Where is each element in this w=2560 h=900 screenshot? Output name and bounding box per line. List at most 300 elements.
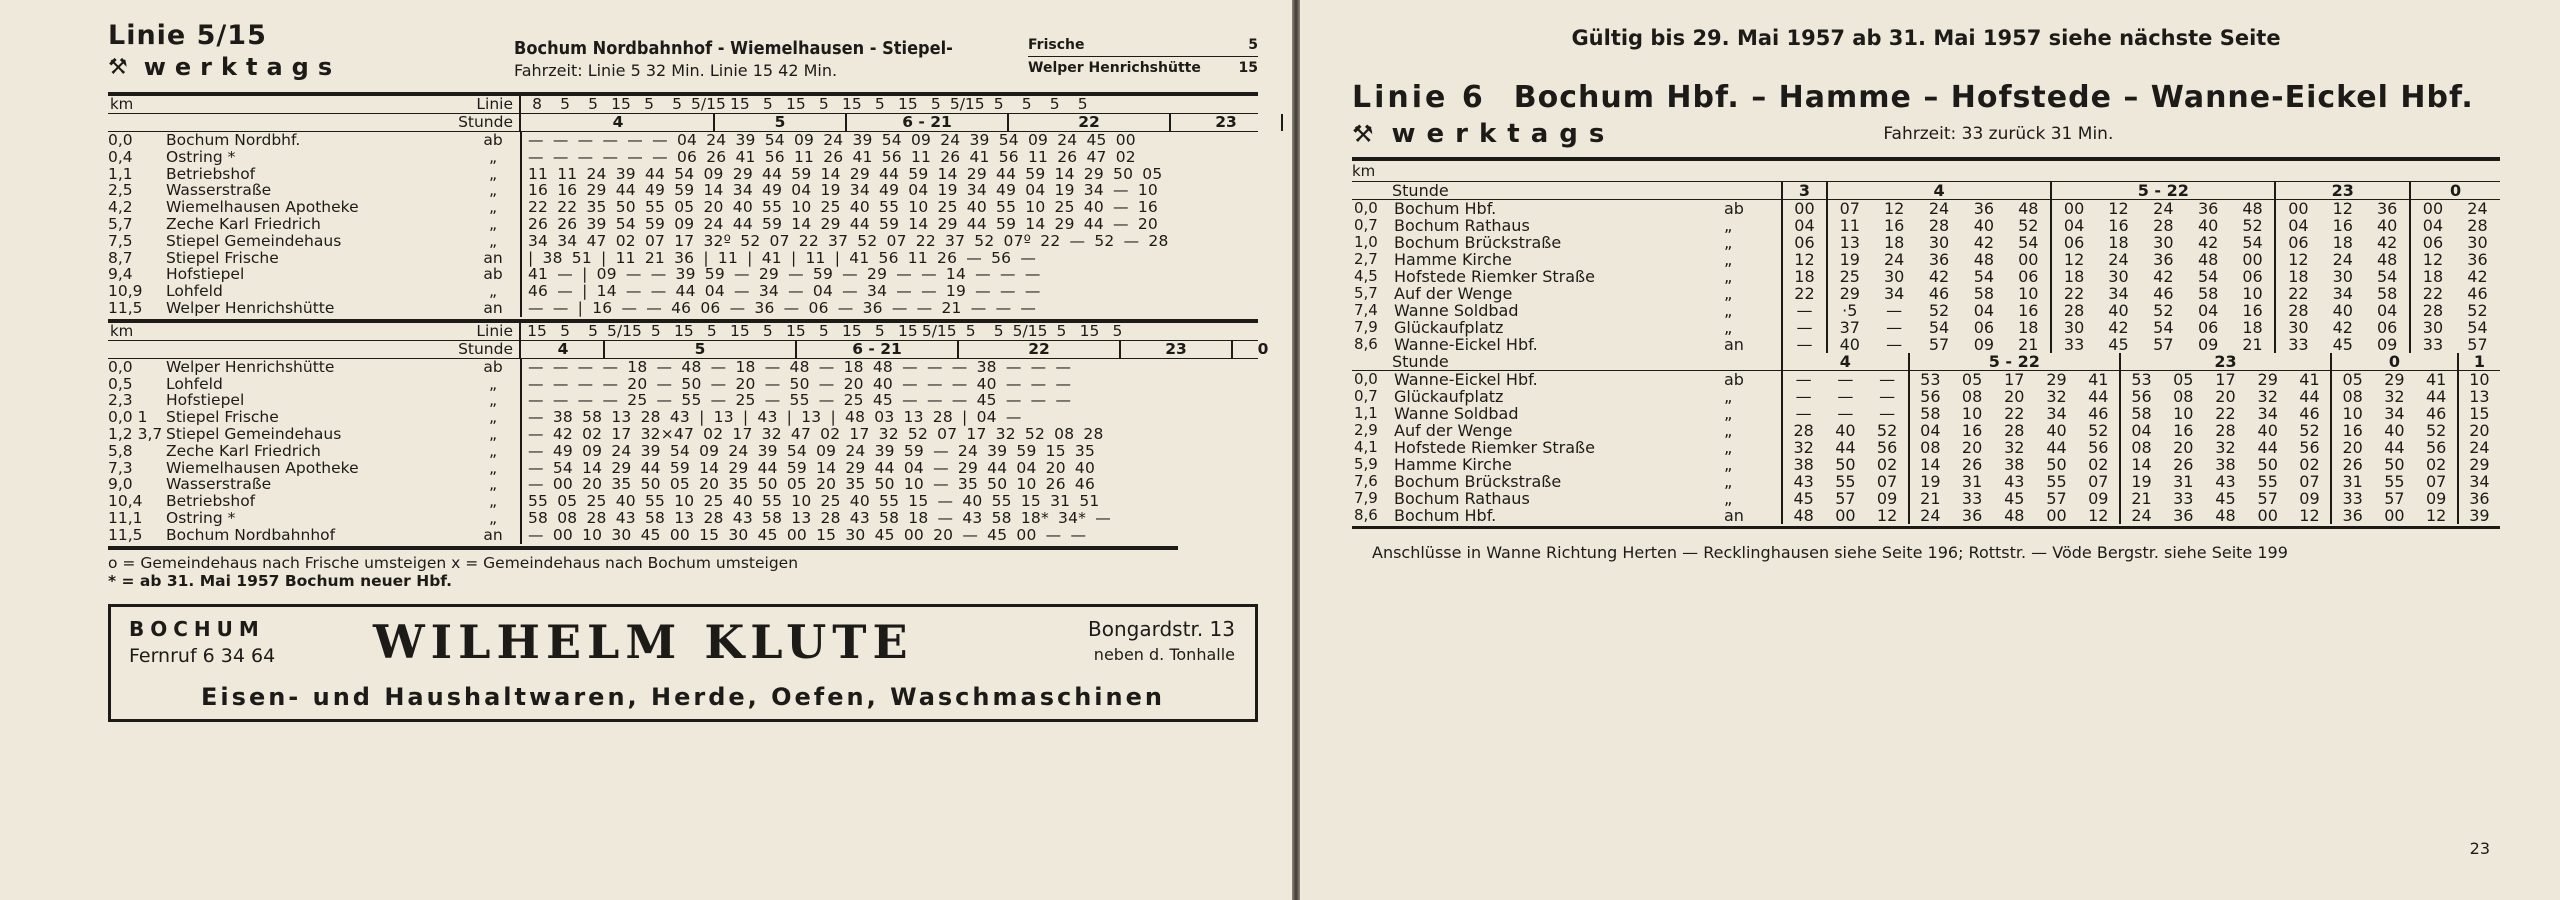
stop-unit: „: [1724, 472, 1733, 491]
departure-time: —: [1879, 404, 1896, 423]
departure-time: 45: [2332, 335, 2353, 354]
departure-time: 38: [1782, 456, 1824, 473]
hour-header: 22: [959, 341, 1121, 358]
departure-time: 48: [2376, 250, 2398, 269]
stop-row: [1352, 319, 2500, 336]
stop-row: [108, 460, 1258, 477]
linie-value: 15: [729, 321, 750, 340]
departure-time: 26: [2331, 456, 2373, 473]
timetable-outbound: [1352, 182, 2500, 353]
stop-name: Welper Henrichshütte: [166, 298, 335, 317]
linie-value: 5: [588, 95, 598, 113]
hour-header: 5: [605, 341, 797, 358]
departure-time: 18: [2275, 268, 2320, 285]
departure-time: 38: [2215, 455, 2236, 474]
departure-time: —: [1837, 404, 1854, 423]
departure-time: 12: [2051, 251, 2096, 268]
advertisement: [108, 604, 1258, 722]
hour-header: 6 - 21: [847, 114, 1009, 131]
stop-unit: ab: [483, 131, 503, 149]
departure-time: 06: [2376, 318, 2398, 337]
stop-times: — — — — 20 — 50 — 20 — 50 — 20 40 — — — 40 — — —: [520, 376, 1258, 393]
departure-time: 15: [2458, 405, 2500, 422]
departure-time: 48: [2242, 199, 2263, 218]
stop-unit: „: [1724, 387, 1733, 406]
departure-time: 41: [2425, 370, 2447, 389]
stop-unit: an: [483, 298, 503, 317]
stop-row: [108, 149, 1258, 166]
linie-value: 5: [672, 95, 682, 113]
departure-time: 46: [1928, 284, 1950, 303]
stop-times: — — — — — — 04 24 39 54 09 24 39 54 09 24 39 54 09 24 45 00: [520, 132, 1258, 149]
departure-time: 28: [1928, 216, 1950, 235]
km-header: km: [108, 96, 166, 114]
departure-time: 46: [2153, 284, 2174, 303]
stop-unit: „: [1724, 421, 1733, 440]
departure-time: 24: [1928, 199, 1950, 218]
stop-times: — 54 14 29 44 59 14 29 44 59 14 29 44 04 — 29 44 04 20 40: [520, 460, 1258, 477]
departure-time: 00: [2046, 506, 2067, 525]
departure-time: 43: [1782, 473, 1824, 490]
departure-time: 33: [1961, 489, 1983, 508]
stop-name: Welper Henrichshütte: [166, 357, 335, 376]
departure-time: 52: [2088, 421, 2109, 440]
departure-time: 07: [1876, 472, 1898, 491]
departure-time: 12: [2108, 199, 2129, 218]
stop-unit: „: [488, 424, 498, 443]
linie-value: 5: [762, 321, 773, 340]
linie-value: 5: [993, 321, 1004, 340]
travel-time: Fahrzeit: Linie 5 32 Min. Linie 15 42 Min.: [514, 61, 838, 80]
departure-time: 24: [2332, 250, 2353, 269]
departure-time: 09: [2088, 489, 2109, 508]
departure-time: 55: [1835, 472, 1856, 491]
line-title: Linie 6: [1352, 80, 1486, 115]
stop-row: [1352, 456, 2500, 473]
stop-unit: „: [488, 164, 498, 183]
outbound-rows: [108, 132, 1258, 317]
stop-km: 4,1: [1354, 438, 1378, 456]
departure-time: 13: [2458, 388, 2500, 405]
page-number: 23: [2469, 839, 2490, 858]
stop-row: [1352, 371, 2500, 389]
stop-km: 1,0: [1354, 233, 1378, 251]
departure-time: 58: [2120, 405, 2162, 422]
linie-value: 5: [1112, 321, 1123, 340]
departure-time: 08: [2331, 388, 2373, 405]
departure-time: 36: [2467, 250, 2488, 269]
stop-km: 2,9: [1354, 421, 1378, 439]
hour-header: 0: [1233, 341, 1295, 358]
linie-value: 15: [897, 321, 918, 340]
linie-value: 5: [874, 321, 885, 340]
departure-time: 30: [2410, 319, 2455, 336]
stop-row: [1352, 405, 2500, 422]
departure-time: 12: [2299, 506, 2320, 525]
hour-header: 4: [523, 341, 605, 358]
hour-header: 0: [2331, 353, 2458, 371]
departure-time: 17: [2004, 370, 2025, 389]
departure-time: 10: [2458, 371, 2500, 389]
stunde-label: Stunde: [166, 114, 520, 132]
hour-header: 5: [715, 114, 847, 131]
departure-time: 30: [2467, 233, 2488, 252]
departure-time: 46: [2088, 404, 2109, 423]
linie-value: 15: [673, 321, 694, 340]
stop-unit: „: [488, 508, 498, 527]
departure-time: 14: [1909, 456, 1951, 473]
right-page: [1300, 0, 2560, 900]
linie-value: 15: [785, 95, 806, 113]
stop-km: 7,6: [1354, 472, 1378, 490]
departure-time: 09: [2299, 489, 2320, 508]
stop-row: [1352, 251, 2500, 268]
departure-time: 32: [2257, 387, 2278, 406]
stop-km: 0,0: [108, 357, 133, 376]
departure-time: 45: [1782, 490, 1824, 507]
stop-row: [1352, 234, 2500, 251]
departure-time: 30: [2153, 233, 2174, 252]
linie-value: 5: [588, 321, 598, 340]
linie-value: 15: [611, 95, 631, 113]
stop-unit: ab: [1724, 199, 1744, 218]
stop-row: [108, 216, 1258, 233]
linie-value: 5: [644, 95, 654, 113]
departure-time: 22: [2051, 285, 2096, 302]
departure-time: 19: [1909, 473, 1951, 490]
stop-unit: „: [488, 391, 498, 410]
linie-value: 5: [1049, 95, 1060, 113]
stop-unit: „: [488, 408, 498, 427]
hour-header: 23: [1121, 341, 1233, 358]
departure-time: 16: [2331, 422, 2373, 439]
departure-time: 57: [2153, 335, 2174, 354]
departure-time: 05: [1961, 370, 1983, 389]
departure-time: 26: [2173, 455, 2194, 474]
stop-unit: „: [1724, 216, 1733, 235]
departure-time: 40: [2376, 216, 2398, 235]
departure-time: 53: [2120, 371, 2162, 389]
timetable-grid: [1352, 182, 2500, 353]
departure-time: 20: [2004, 387, 2025, 406]
hour-header: 0: [2410, 182, 2500, 200]
footnote-transfer: o = Gemeindehaus nach Frische umsteigen x = Gemeindehaus nach Bochum umsteigen: [108, 553, 799, 572]
departure-time: 12: [1883, 199, 1905, 218]
book-gutter: [1292, 0, 1300, 900]
departure-time: 30: [1883, 267, 1905, 286]
stop-km: 8,6: [1354, 506, 1378, 524]
line-number: 15: [1238, 60, 1258, 76]
stop-times: 26 26 39 54 59 09 24 44 59 14 29 44 59 14 29 44 59 14 29 44 — 20: [520, 216, 1258, 233]
departure-time: 28: [2275, 302, 2320, 319]
departure-time: —: [1879, 387, 1896, 406]
departure-time: 52: [2153, 301, 2174, 320]
route-side-box: [1028, 34, 1258, 79]
departure-time: 04: [1909, 422, 1951, 439]
departure-time: 31: [1961, 472, 1983, 491]
departure-time: 08: [2120, 439, 2162, 456]
departure-time: 08: [2173, 387, 2194, 406]
stop-km: 5,8: [108, 441, 133, 460]
stop-unit: ab: [483, 357, 503, 376]
weekday-label: werktags: [1391, 119, 1616, 149]
departure-time: 16: [2242, 301, 2263, 320]
departure-time: 38: [2004, 455, 2025, 474]
validity-note: Gültig bis 29. Mai 1957 ab 31. Mai 1957 siehe nächste Seite: [1571, 26, 2281, 50]
stop-km: 9,4: [108, 265, 133, 284]
linie-value: 5/15: [1012, 321, 1048, 340]
departure-time: 54: [2467, 318, 2488, 337]
stop-row: [108, 166, 1258, 183]
departure-time: 22: [2004, 404, 2025, 423]
hour-headers: [520, 339, 1269, 358]
departure-time: 40: [1973, 216, 1995, 235]
departure-time: 42: [2108, 318, 2129, 337]
departure-time: 53: [1909, 371, 1951, 389]
stop-unit: ab: [1724, 370, 1744, 389]
stop-km: 0,0 1: [108, 408, 148, 427]
stop-name: Glückaufplatz: [1394, 318, 1504, 337]
timetable-grid: [1352, 353, 2500, 524]
stop-row: [1352, 200, 2500, 218]
linie-label: Linie: [166, 323, 520, 341]
linie-value: 5: [1056, 321, 1067, 340]
stop-unit: „: [1724, 438, 1733, 457]
departure-time: 36: [1961, 506, 1983, 525]
departure-time: 10: [2331, 405, 2373, 422]
departure-time: 48: [2198, 250, 2219, 269]
ad-phone: Fernruf 6 34 64: [129, 644, 276, 667]
departure-time: 24: [2458, 439, 2500, 456]
timetable-return: [108, 321, 1269, 359]
stop-unit: an: [483, 525, 503, 544]
stop-times: — — | 16 — — 46 06 — 36 — 06 — 36 — — 21 — — —: [520, 300, 1258, 317]
departure-time: 54: [1973, 267, 1995, 286]
departure-time: 20: [1961, 438, 1983, 457]
footnote-new-station: * = ab 31. Mai 1957 Bochum neuer Hbf.: [108, 571, 453, 590]
departure-time: 07: [2088, 472, 2109, 491]
stop-name: Zeche Karl Friedrich: [166, 441, 321, 460]
departure-time: 12: [1876, 506, 1898, 525]
linie-value: 5: [930, 95, 941, 113]
departure-time: 02: [2299, 455, 2320, 474]
departure-time: 33: [2275, 336, 2320, 353]
departure-time: 22: [2410, 285, 2455, 302]
route-title: Bochum Hbf. – Hamme – Hofstede – Wanne-Eickel Hbf.: [1513, 80, 2474, 115]
departure-time: 39: [2458, 507, 2500, 524]
departure-time: 31: [2173, 472, 2194, 491]
linie-value: 5: [560, 95, 570, 113]
departure-time: 09: [2198, 335, 2219, 354]
departure-time: 12: [2425, 506, 2447, 525]
departure-time: 42: [2198, 233, 2219, 252]
stop-km: 7,4: [1354, 301, 1378, 319]
stop-times: 55 05 25 40 55 10 25 40 55 10 25 40 55 15 — 40 55 15 31 51: [520, 493, 1258, 510]
departure-time: 44: [1835, 438, 1856, 457]
departure-time: 18: [2410, 268, 2455, 285]
departure-time: 50: [2046, 455, 2067, 474]
linie-value: 15: [1079, 321, 1100, 340]
hour-header: 4: [523, 114, 715, 131]
departure-time: 33: [2410, 336, 2455, 353]
stop-unit: „: [1724, 250, 1733, 269]
departure-time: 54: [2018, 233, 2039, 252]
stop-times: 46 — | 14 — — 44 04 — 34 — 04 — 34 — — 19 — — —: [520, 283, 1258, 300]
departure-time: 52: [1928, 301, 1950, 320]
stop-row: [1352, 388, 2500, 405]
departure-time: 16: [2108, 216, 2129, 235]
departure-time: 21: [2242, 335, 2263, 354]
departure-time: —: [1782, 302, 1827, 319]
hour-header: 3: [1782, 182, 1827, 200]
stop-name: Bochum Brückstraße: [1394, 233, 1562, 252]
departure-time: 09: [2376, 335, 2398, 354]
departure-time: 34: [2458, 473, 2500, 490]
departure-time: 57: [1928, 335, 1950, 354]
departure-time: 44: [2046, 438, 2067, 457]
stop-name: Hofstiepel: [166, 265, 245, 284]
stop-name: Glückaufplatz: [1394, 387, 1504, 406]
stop-row: [108, 359, 1258, 376]
timetable-outbound: [108, 96, 1258, 132]
hour-header: 1: [2458, 353, 2500, 371]
departure-time: 06: [2018, 267, 2039, 286]
linie-value: 5: [1021, 95, 1032, 113]
departure-time: 54: [2376, 267, 2398, 286]
stop-times: — — — — 18 — 48 — 18 — 48 — 18 48 — — — 38 — — —: [520, 359, 1258, 376]
stop-name: Stiepel Frische: [166, 248, 279, 267]
departure-time: 00: [2384, 506, 2405, 525]
departure-time: 43: [2215, 472, 2236, 491]
departure-time: 40: [2332, 301, 2353, 320]
departure-time: 00: [1835, 506, 1856, 525]
departure-time: 12: [2410, 251, 2455, 268]
stop-unit: „: [488, 198, 498, 217]
stop-name: Wasserstraße: [166, 181, 272, 200]
stop-row: [108, 266, 1258, 283]
departure-time: 56: [2425, 438, 2447, 457]
ad-products: Eisen- und Haushaltwaren, Herde, Oefen, Waschmaschinen: [201, 682, 1165, 711]
departure-time: 40: [1835, 421, 1856, 440]
departure-time: 00: [2257, 506, 2278, 525]
stop-unit: „: [488, 475, 498, 494]
departure-time: 42: [2153, 267, 2174, 286]
stop-unit: „: [1724, 233, 1733, 252]
linie-value: 15: [841, 321, 862, 340]
departure-time: 41: [2299, 370, 2320, 389]
departure-time: 18: [2108, 233, 2129, 252]
departure-time: 42: [2332, 318, 2353, 337]
departure-time: —: [1886, 301, 1903, 320]
departure-time: 28: [2051, 302, 2096, 319]
stop-times: — — — — 25 — 55 — 25 — 55 — 25 45 — — — 45 — — —: [520, 392, 1258, 409]
hour-header: 5 - 22: [2051, 182, 2275, 200]
departure-time: 21: [2120, 490, 2162, 507]
departure-time: 20: [2173, 438, 2194, 457]
departure-time: 52: [2425, 421, 2447, 440]
travel-time: Fahrzeit: 33 zurück 31 Min.: [1883, 124, 2114, 144]
stop-times: — 42 02 17 32×47 02 17 32 47 02 17 32 52 07 17 32 52 08 28: [520, 426, 1258, 443]
stop-name: Hamme Kirche: [1394, 455, 1512, 474]
departure-time: 48: [1973, 250, 1995, 269]
departure-time: 50: [1835, 455, 1856, 474]
departure-time: 50: [2257, 455, 2278, 474]
stop-times: 34 34 47 02 07 17 32º 52 07 22 37 52 07 22 37 52 07º 22 — 52 — 28: [520, 233, 1258, 250]
stop-km: 10,9: [108, 282, 143, 301]
stop-unit: an: [483, 248, 503, 267]
departure-time: 37: [1827, 319, 1872, 336]
departure-time: 20: [2215, 387, 2236, 406]
hour-header: 22: [1009, 114, 1171, 131]
departure-time: 08: [1909, 439, 1951, 456]
stop-name: Betriebshof: [166, 492, 256, 511]
stop-name: Hofstiepel: [166, 391, 245, 410]
departure-time: 10: [1961, 404, 1983, 423]
line-title: Linie 5/15: [108, 20, 267, 51]
departure-time: 58: [2198, 284, 2219, 303]
departure-time: 55: [2046, 472, 2067, 491]
departure-time: 42: [1928, 267, 1950, 286]
departure-time: 52: [2018, 216, 2039, 235]
stop-km: 4,5: [1354, 267, 1378, 285]
departure-time: 42: [2467, 267, 2488, 286]
stop-unit: „: [488, 374, 498, 393]
stop-km: 8,6: [1354, 335, 1378, 353]
departure-time: 06: [2275, 234, 2320, 251]
departure-time: 34: [2384, 404, 2405, 423]
departure-time: 24: [2467, 199, 2488, 218]
departure-time: 32: [2384, 387, 2405, 406]
departure-time: 58: [1909, 405, 1951, 422]
stop-row: [1352, 268, 2500, 285]
stop-km: 5,7: [1354, 284, 1378, 302]
departure-time: 26: [1961, 455, 1983, 474]
stop-km: 8,7: [108, 248, 133, 267]
stop-row: [1352, 285, 2500, 302]
departure-time: 18: [2018, 318, 2039, 337]
departure-time: 06: [2051, 234, 2096, 251]
stop-name: Bochum Nordbahnhof: [166, 525, 336, 544]
stop-name: Hofstede Riemker Straße: [1394, 438, 1595, 457]
stop-name: Zeche Karl Friedrich: [166, 214, 321, 233]
linie-value: 15: [841, 95, 862, 113]
departure-time: 55: [2257, 472, 2278, 491]
stop-km: 1,1: [108, 164, 133, 183]
route-title: Bochum Nordbahnhof - Wiemelhausen - Stiepel-: [514, 38, 953, 59]
stop-times: 58 08 28 43 58 13 28 43 58 13 28 43 58 18 — 43 58 18* 34* —: [520, 510, 1258, 527]
destination-welper: Welper Henrichshütte: [1028, 60, 1201, 76]
departure-time: 56: [1909, 388, 1951, 405]
departure-time: 54: [1928, 318, 1950, 337]
departure-time: 57: [2384, 489, 2405, 508]
departure-time: 32: [2215, 438, 2236, 457]
departure-time: 36: [2331, 507, 2373, 524]
departure-time: 52: [1876, 421, 1898, 440]
departure-time: 29: [2257, 370, 2278, 389]
departure-time: 32: [2046, 387, 2067, 406]
departure-time: 46: [2467, 284, 2488, 303]
departure-time: 07: [2299, 472, 2320, 491]
stop-km: 0,0: [1354, 199, 1378, 217]
stunde-label: Stunde: [166, 340, 520, 358]
stop-km: 0,4: [108, 147, 133, 166]
linie-value: 5: [762, 95, 773, 113]
departure-time: 44: [2088, 387, 2109, 406]
stop-row: [1352, 439, 2500, 456]
departure-time: 21: [1909, 490, 1951, 507]
departure-time: 16: [1883, 216, 1905, 235]
departure-time: 04: [2376, 301, 2398, 320]
